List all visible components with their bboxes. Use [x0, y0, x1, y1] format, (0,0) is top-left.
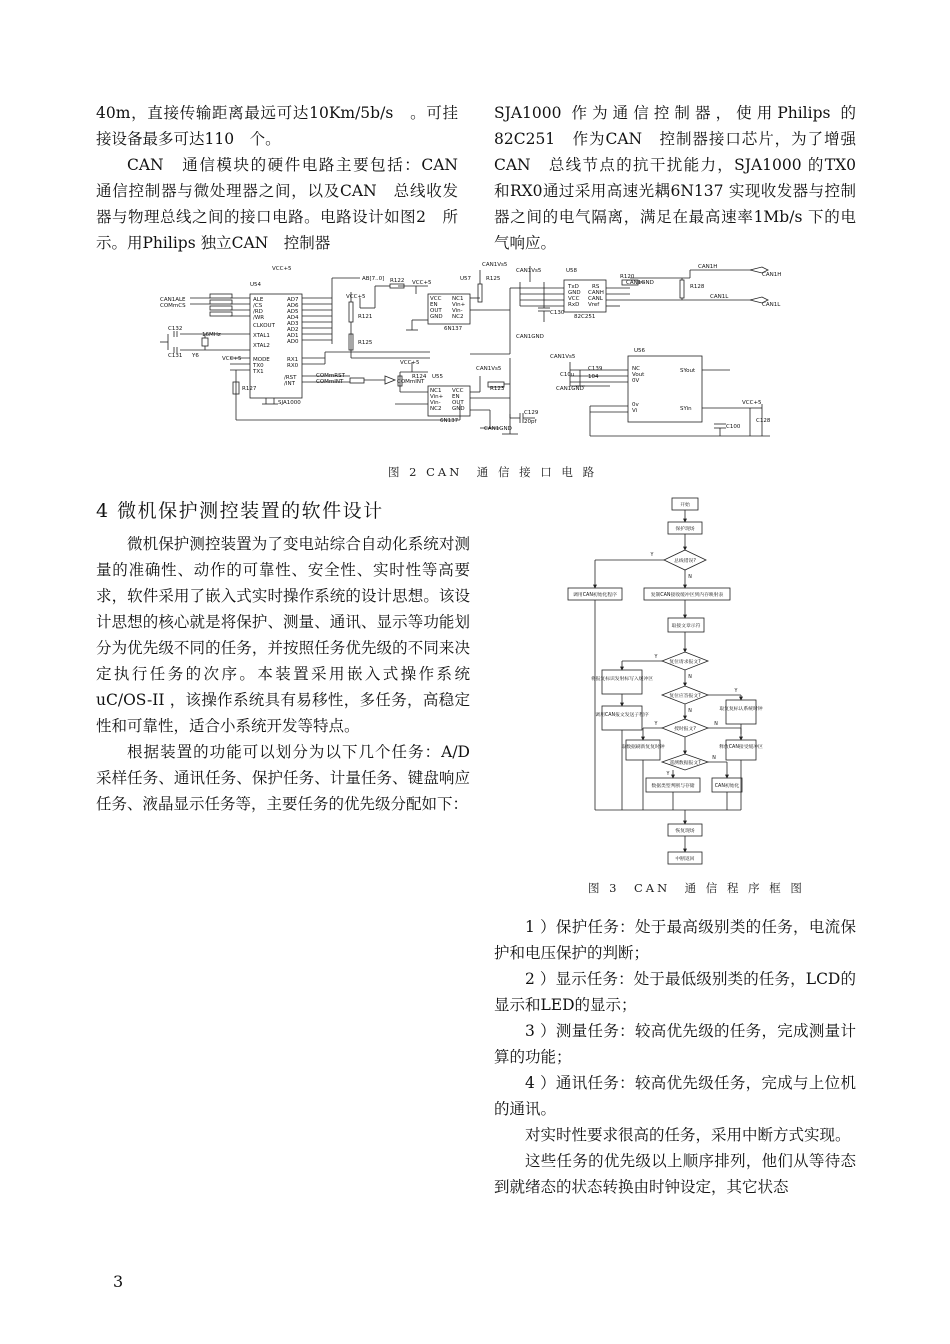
label: VCC — [568, 296, 580, 302]
flow-node: 授时报文? — [674, 727, 696, 732]
label: CAN1L — [762, 302, 781, 308]
label: R124 — [412, 374, 427, 380]
label: 20pf — [524, 419, 537, 425]
label: AD7 — [287, 297, 299, 303]
label: GND — [568, 290, 581, 296]
flow-node: 取接文章示符 — [671, 624, 701, 629]
label: OUT — [430, 308, 442, 314]
label: /INT — [284, 381, 295, 387]
label: AD4 — [287, 315, 299, 321]
branch-label: Y — [650, 553, 654, 558]
left-column-bottom — [96, 531, 470, 817]
label: R120 — [620, 274, 635, 280]
label: C131 — [168, 353, 183, 359]
label: /CS — [253, 303, 263, 309]
label: GND — [452, 406, 465, 412]
label: VCC+5 — [346, 294, 366, 300]
branch-label: N — [714, 722, 718, 727]
label: VCC — [452, 388, 464, 394]
list-item: 1 ）保护任务：处于最高级别类的任务，电流保护和电压保护的判断； — [494, 918, 856, 962]
label: RxD — [568, 302, 580, 308]
flow-node: 取数据刷新复复时钟 — [621, 745, 665, 750]
flow-node: CAN初始化 — [714, 784, 740, 789]
label: U55 — [432, 374, 444, 380]
label: AD5 — [287, 309, 299, 315]
label: Vref — [588, 302, 600, 308]
label: CAN1H — [762, 272, 782, 278]
label: NC1 — [430, 388, 442, 394]
flow-node: 释放CAN接受缓冲区 — [719, 745, 763, 750]
label: C128 — [756, 418, 771, 424]
label: CLKOUT — [253, 323, 275, 329]
flow-node: 复位请求报文? — [669, 660, 701, 665]
label: XTAL1 — [253, 333, 270, 339]
label: CANL — [588, 296, 603, 302]
label: AB[7..0] — [362, 276, 385, 282]
paragraph: 微机保护测控装置为了变电站综合自动化系统对测量的准确性、动作的可靠性、安全性、实时性等高要求，软件采用了嵌入式实时操作系统的设计思想。该设计思想的核心就是将保护、测量、通讯、显示等功能划分为优先级不同的任务，并按照任务优先级的不同来决定执行任务的次序。本装置采用嵌入式操作系统uC/OS-II ，该操作系统具有易移性，多任务，高稳定性和可靠性，适合小系统开发等特点。 — [96, 535, 470, 735]
label: AD3 — [287, 321, 299, 327]
label: U58 — [566, 268, 578, 274]
label: R128 — [690, 284, 705, 290]
label: CAN1Vs5 — [550, 354, 576, 360]
flow-node: 恢复现场 — [675, 829, 695, 834]
label: Vin- — [430, 400, 441, 406]
label: R123 — [490, 386, 505, 392]
label: Vin- — [452, 308, 463, 314]
label: /RD — [253, 309, 263, 315]
label: TxD — [568, 284, 579, 290]
label: CAN1ALE — [160, 297, 186, 303]
flow-node: 复位应答报文? — [669, 694, 701, 699]
right-column-bottom — [494, 914, 856, 1200]
label: /RST — [284, 375, 297, 381]
paragraph: SJA1000 作为通信控制器，使用Philips 的82C251 作为CAN 控制器接口芯片，为了增强CAN 总线节点的抗干扰能力，SJA1000 的TX0 和RX0通过采用高速光耦6N137 实现收发器与控制器之间的电气隔离，满足在最高速率1Mb/s 下的电气响应。 — [494, 104, 856, 252]
flow-node: 数据类型判断与存储 — [651, 784, 695, 789]
label: CAN1GND — [556, 386, 584, 392]
flow-node: 中断返回 — [675, 857, 695, 862]
label: Y6 — [192, 353, 199, 359]
list-item: 2 ）显示任务：处于最低级别类的任务，LCD的显示和LED的显示； — [494, 970, 856, 1014]
flow-node: 取复复标认系统时钟 — [719, 707, 763, 712]
label: CAN1Vs5 — [516, 268, 542, 274]
label: VCC+5 — [742, 400, 762, 406]
label: RX1 — [287, 357, 299, 363]
can-program-flowchart-figure — [566, 494, 763, 874]
label: C130 — [550, 310, 565, 316]
label: AD1 — [287, 333, 299, 339]
label: XTAL2 — [253, 343, 270, 349]
label: OUT — [452, 400, 464, 406]
label: 0v — [632, 402, 639, 408]
label: CAN1H — [698, 264, 718, 270]
label: R125 — [358, 340, 373, 346]
label: CANH — [588, 290, 604, 296]
branch-label: N — [712, 756, 716, 761]
page-number: 3 — [113, 1272, 124, 1291]
label: VCC+5 — [400, 360, 420, 366]
label: CAN1GND — [626, 280, 654, 286]
label: C139 — [588, 366, 603, 372]
label: VCC+5 — [272, 266, 292, 272]
label: U56 — [634, 348, 646, 354]
paragraph: 这些任务的优先级以上顺序排列，他们从等待态到就绪态的状态转换由时钟设定，其它状态 — [494, 1152, 856, 1196]
paragraph: CAN 通信模块的硬件电路主要包括：CAN 通信控制器与微处理器之间，以及CAN 总线收发器与物理总线之间的接口电路。电路设计如图2 所示。用Philips 独立CAN 控制器 — [96, 156, 474, 252]
label: R121 — [358, 314, 373, 320]
label: COMmRST — [316, 373, 345, 379]
flow-node: 调用CAN报文发送子程序 — [595, 713, 649, 718]
label: Vin+ — [430, 394, 444, 400]
branch-label: N — [688, 575, 692, 580]
label: 6N137 — [440, 418, 459, 424]
label: U57 — [460, 276, 472, 282]
label: SJA1000 — [278, 400, 301, 406]
flow-node: 保护现场 — [675, 527, 695, 532]
label: 82C251 — [574, 314, 596, 320]
label: 0V — [632, 378, 640, 384]
label: Vout — [632, 372, 645, 378]
label: COMmINT — [397, 379, 425, 385]
label: 16MHz — [202, 332, 221, 338]
flow-node: 复制CAN接收缓冲区到内存映射表 — [650, 593, 724, 598]
label: CAN1L — [710, 294, 729, 300]
branch-label: Y — [666, 772, 670, 777]
branch-label: Y — [734, 689, 738, 694]
label: GND — [430, 314, 443, 320]
flow-node: 开始 — [680, 503, 690, 508]
label: /WR — [253, 315, 265, 321]
label: R127 — [242, 386, 257, 392]
label: MODE — [253, 357, 270, 363]
label: Vi — [632, 408, 638, 414]
branch-label: N — [688, 709, 692, 714]
label: R125 — [486, 276, 501, 282]
left-column-top — [96, 100, 474, 256]
label: 6N137 — [444, 326, 463, 332]
flow-node: 将报复标识发射标写入缓冲区 — [590, 677, 654, 682]
label: C100 — [726, 424, 741, 430]
label: CAN1GND — [484, 426, 512, 432]
label: Vin+ — [452, 302, 466, 308]
label: TX0 — [253, 363, 264, 369]
paragraph: 40m，直接传输距离最远可达10Km/5b/s 。可挂接设备最多可达110 个。 — [96, 104, 458, 148]
label: COMmCS — [160, 303, 186, 309]
paragraph: 根据装置的功能可以划分为以下几个任务：A/D 采样任务、通讯任务、保护任务、计量任务、键盘响应任务、液晶显示任务等，主要任务的优先级分配如下： — [96, 743, 470, 813]
label: CAN1Vs5 — [482, 262, 508, 268]
can-interface-circuit-figure — [150, 258, 790, 458]
label: VCC+5 — [222, 356, 242, 362]
flow-node: 调用CAN初始化程序 — [573, 593, 617, 598]
label: 104 — [588, 374, 599, 380]
label: EN — [452, 394, 460, 400]
label: VCC — [430, 296, 442, 302]
label: C10u — [560, 372, 575, 378]
label: COMmINT — [316, 379, 344, 385]
label: AD0 — [287, 339, 299, 345]
label: ALE — [253, 297, 264, 303]
label: NC1 — [452, 296, 464, 302]
label: CAN1Vs5 — [476, 366, 502, 372]
label: NC2 — [430, 406, 442, 412]
right-column-top — [494, 100, 856, 256]
branch-label: N — [688, 675, 692, 680]
label: RS — [592, 284, 600, 290]
list-item: 4 ）通讯任务：较高优先级任务，完成与上位机的通讯。 — [494, 1074, 856, 1118]
label: VCC+5 — [412, 280, 432, 286]
label: SYout — [680, 368, 696, 374]
figure-caption: 图 2 CAN 通 信 接 口 电 路 — [388, 465, 598, 479]
label: R122 — [390, 278, 405, 284]
flow-node: 总线错误? — [674, 559, 696, 564]
label: EN — [430, 302, 438, 308]
branch-label: Y — [654, 655, 658, 660]
section-heading: 4 微机保护测控装置的软件设计 — [96, 500, 384, 522]
label: SYin — [680, 406, 692, 412]
label: RX0 — [287, 363, 299, 369]
label: TX1 — [253, 369, 264, 375]
label: U54 — [250, 282, 262, 288]
label: C129 — [524, 410, 539, 416]
label: AD2 — [287, 327, 299, 333]
branch-label: Y — [654, 722, 658, 727]
figure-caption: 图 3 CAN 通 信 程 序 框 图 — [588, 881, 805, 895]
paragraph: 对实时性要求很高的任务，采用中断方式实现。 — [525, 1126, 851, 1144]
label: NC2 — [452, 314, 464, 320]
flow-node: 遥测数据报文? — [669, 761, 701, 766]
label: C132 — [168, 326, 183, 332]
label: AD6 — [287, 303, 299, 309]
label: CAN1GND — [516, 334, 544, 340]
label: NC — [632, 366, 640, 372]
list-item: 3 ）测量任务：较高优先级的任务，完成测量计算的功能； — [494, 1022, 856, 1066]
